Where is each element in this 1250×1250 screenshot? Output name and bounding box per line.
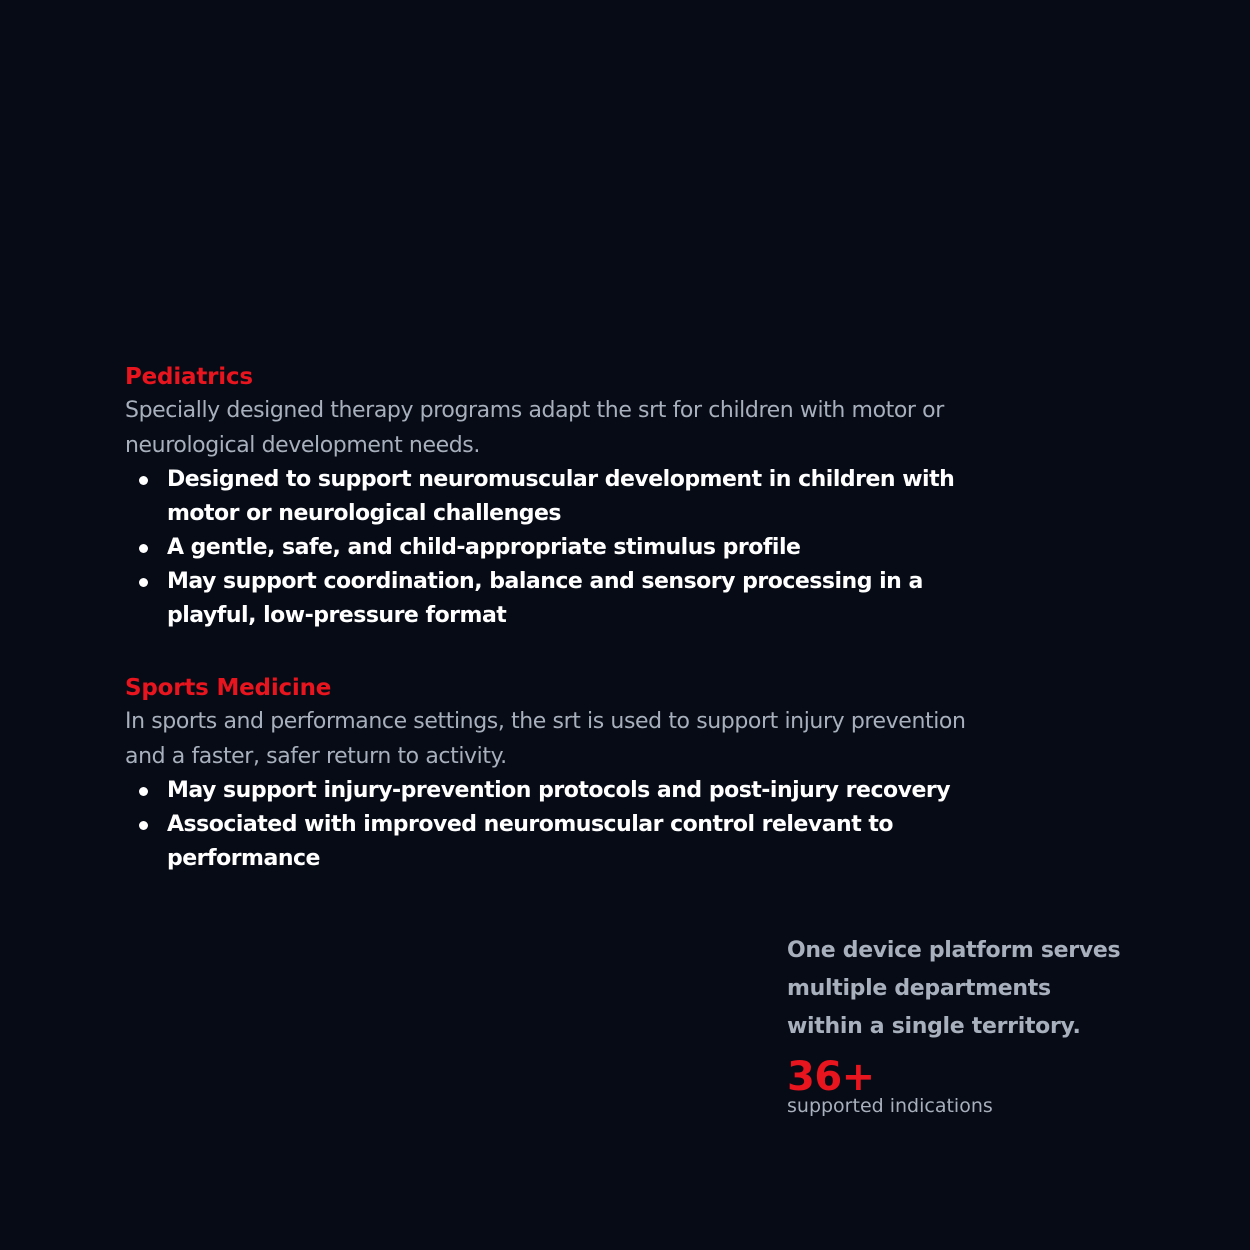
bullet-dot-icon	[139, 821, 148, 830]
sports-medicine-bullet-list	[125, 774, 1005, 876]
sports-medicine-title: Sports Medicine	[125, 675, 332, 701]
sports-medicine-description: In sports and performance settings, the srt is used to support injury prevention and a faster, safer return to activity.	[125, 709, 966, 769]
bullet-dot-icon	[139, 578, 148, 587]
platform-callout	[787, 932, 1132, 1118]
bullet-dot-icon	[139, 544, 148, 553]
list-item	[167, 565, 1005, 633]
list-item	[167, 531, 1005, 565]
pediatrics-bullet-list	[125, 463, 1005, 633]
pediatrics-section	[125, 361, 1005, 633]
bullet-dot-icon	[139, 476, 148, 485]
stat-value: 36+	[787, 1054, 875, 1100]
bullet-dot-icon	[139, 787, 148, 796]
list-item-text: Designed to support neuromuscular development in children with motor or neurological challenges	[167, 467, 955, 526]
list-item	[167, 463, 1005, 531]
list-item-text: Associated with improved neuromuscular control relevant to performance	[167, 812, 894, 871]
list-item	[167, 808, 1005, 876]
list-item	[167, 774, 1005, 808]
list-item-text: A gentle, safe, and child-appropriate stimulus profile	[167, 535, 801, 560]
stat-label: supported indications	[787, 1095, 993, 1117]
sports-medicine-section	[125, 672, 1005, 876]
list-item-text: May support coordination, balance and sensory processing in a playful, low-pressure format	[167, 569, 923, 628]
list-item-text: May support injury-prevention protocols and post-injury recovery	[167, 778, 951, 803]
pediatrics-description: Specially designed therapy programs adapt the srt for children with motor or neurological development needs.	[125, 398, 944, 458]
pediatrics-title: Pediatrics	[125, 364, 253, 390]
callout-text: One device platform serves multiple departments within a single territory.	[787, 938, 1121, 1039]
